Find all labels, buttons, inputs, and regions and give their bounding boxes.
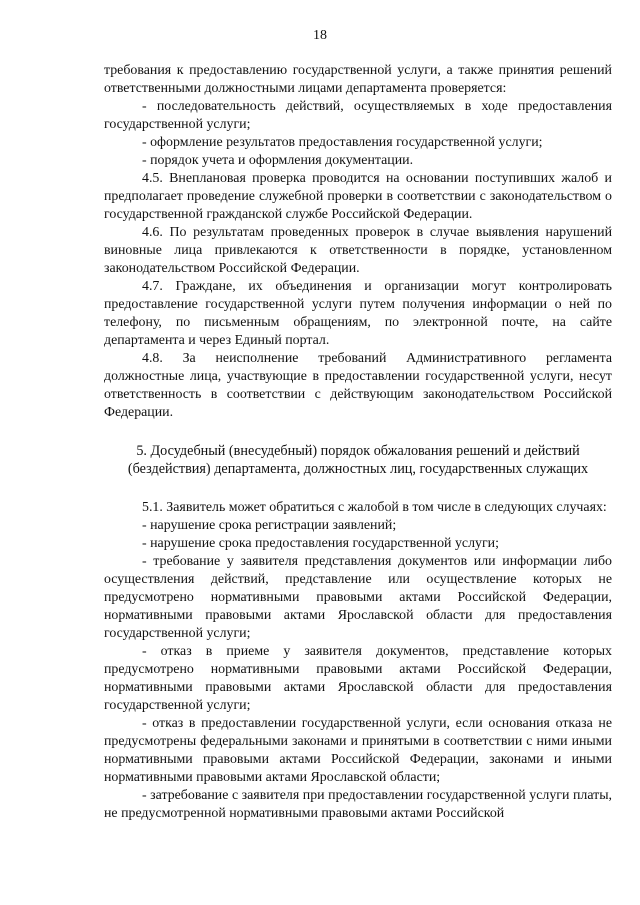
paragraph-5-1: 5.1. Заявитель может обратиться с жалобой в том числе в следующих случаях: [142,500,607,515]
paragraph-4-5: 4.5. Внеплановая проверка проводится на основании поступивших жалоб и предполагает проведение служебной проверки в соответствии с законодательством о государственной гражданской службе Российской Федерации. [104,171,612,222]
list-item-fee-demand: - затребование с заявителя при предоставлении государственной услуги платы, не предусмотренной нормативными правовыми актами Российской [104,788,612,821]
list-item-documents-demand: - требование у заявителя представления документов или информации либо осуществления действий, представление или осуществление которых не предусмотрено нормативными правовыми актами Российской Федерации, нормативными правовыми актами Ярославской области для предоставления государственной услуги; [104,554,612,641]
section-heading-line-1: 5. Досудебный (внесудебный) порядок обжалования решений и действий [136,443,580,459]
list-item-service-term: - нарушение срока предоставления государственной услуги; [142,536,499,551]
list-item-refusal-acceptance: - отказ в приеме у заявителя документов, представление которых предусмотрено нормативными правовыми актами Российской Федерации, нормативными правовыми актами Ярославской области для предоставления государственной услуги; [104,644,612,713]
section-4-continuation [104,62,612,422]
list-item-sequence: - последовательность действий, осуществляемых в ходе предоставления государственной услуги; [104,99,612,132]
list-item-documentation: - порядок учета и оформления документации. [142,153,414,168]
list-item-refusal-service: - отказ в предоставлении государственной услуги, если основания отказа не предусмотрены федеральными законами и принятыми в соответствии с ними иными нормативными правовыми актами Российской Федерации, законами и иными нормативными правовыми актами Ярославской области; [104,716,612,785]
paragraph-4-7: 4.7. Граждане, их объединения и организации могут контролировать предоставление государственной услуги путем получения информации о ней по телефону, по письменным обращениям, по электронной почте, на сайте департамента и через Единый портал. [104,279,612,348]
page-number: 18 [313,28,327,43]
list-item-registration-term: - нарушение срока регистрации заявлений; [142,518,397,533]
paragraph-4-8: 4.8. За неисполнение требований Административного регламента должностные лица, участвующие в предоставлении государственной услуги, несут ответственность в соответствии с действующим законодательством Российской Федерации. [104,351,612,420]
paragraph-4-6: 4.6. По результатам проведенных проверок в случае выявления нарушений виновные лица привлекаются к ответственности в порядке, установленном законодательством Российской Федерации. [104,225,612,276]
section-5-heading [104,442,612,478]
section-5-body [104,499,612,823]
section-heading-line-2: (бездействия) департамента, должностных лиц, государственных служащих [127,461,589,477]
document-body [104,62,612,823]
list-item-results: - оформление результатов предоставления государственной услуги; [142,135,543,150]
paragraph-control-intro: требования к предоставлению государственной услуги, а также принятия решений ответственными должностными лицами департамента проверяется: [104,63,612,96]
